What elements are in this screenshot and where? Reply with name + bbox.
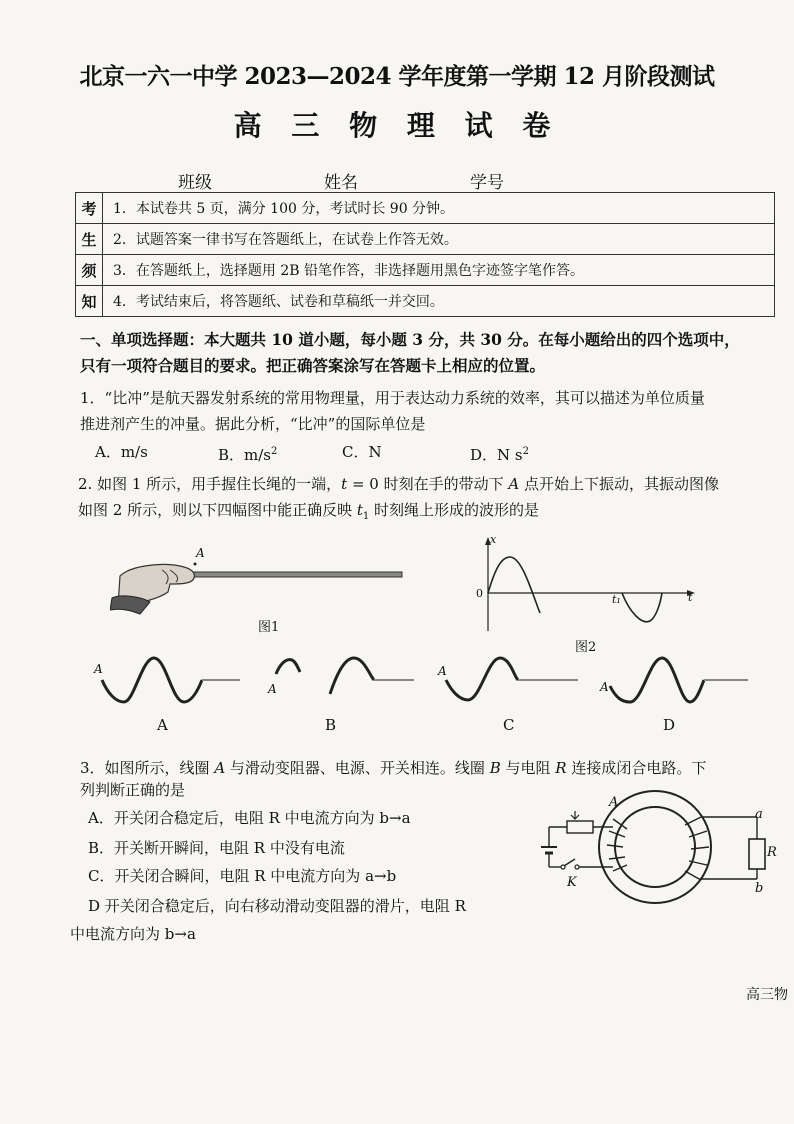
q1-option-b-sup: 2 <box>271 446 278 457</box>
q2-text-a: 2. 如图 1 所示，用手握住长绳的一端， <box>78 475 342 493</box>
notice-item: 2．试题答案一律书写在答题纸上，在试卷上作答无效。 <box>103 224 775 255</box>
figure1-hand-rope <box>110 548 410 618</box>
figure2-x-axis-label: x <box>490 533 497 546</box>
q3-text-b: 与滑动变阻器、电源、开关相连。线圈 <box>225 759 490 777</box>
q3-var-B: B <box>489 759 501 777</box>
notice-item: 3．在答题纸上，选择题用 2B 铅笔作答，非选择题用黑色字迹签字笔作答。 <box>103 255 775 286</box>
name-label: 姓名 <box>324 173 358 193</box>
figure2-caption: 图2 <box>575 640 597 655</box>
wave-option-d <box>600 650 750 710</box>
q3-option-d-line1: D 开关闭合稳定后，向右移动滑动变阻器的滑片，电阻 R <box>88 897 466 915</box>
wave-a-point-label: A <box>94 662 103 676</box>
notice-head-char: 知 <box>76 286 103 317</box>
exam-notice-table <box>75 192 775 317</box>
circuit-node-a-label: a <box>755 807 763 822</box>
section1-heading-line1: 一、单项选择题：本大题共 10 道小题，每小题 3 分，共 30 分。在每小题给出的四个选项中， <box>80 330 740 349</box>
figure1-point-a-label: A <box>196 546 205 560</box>
wave-label-a: A <box>157 716 168 734</box>
wave-c-point-label: A <box>438 664 447 678</box>
q3-stem-line2: 列判断正确的是 <box>80 781 186 799</box>
q1-stem-line2: 推进剂产生的冲量。据此分析，“比冲”的国际单位是 <box>80 415 426 433</box>
q1-option-d <box>470 440 529 467</box>
name-field <box>358 174 470 193</box>
circuit-coil-a-label: A <box>609 795 619 810</box>
notice-item: 1．本试卷共 5 页，满分 100 分，考试时长 90 分钟。 <box>103 193 775 224</box>
wave-option-b <box>266 650 416 710</box>
wave-label-b: B <box>325 716 337 734</box>
exam-subject-title: 高 三 物 理 试 卷 <box>233 109 561 142</box>
q1-option-c: C．N <box>342 443 382 461</box>
figure1-caption: 图1 <box>258 620 280 635</box>
wave-b-point-label: A <box>268 682 277 696</box>
q3-option-b: B．开关断开瞬间，电阻 R 中没有电流 <box>88 839 345 857</box>
q3-stem-line1 <box>80 756 706 780</box>
q3-var-R: R <box>555 759 567 777</box>
q2-text-c: 点开始上下振动，其振动图像 <box>519 475 720 493</box>
q1-stem-line1: 1．“比冲”是航天器发射系统的常用物理量，用于表达动力系统的效率，其可以描述为单位质量 <box>80 389 705 407</box>
id-label: 学号 <box>470 173 504 193</box>
wave-option-a <box>92 650 242 710</box>
q3-text-a: 3．如图所示，线圈 <box>80 759 215 777</box>
q2-var-t1: t <box>356 501 363 519</box>
figure2-t-axis-label: t <box>688 591 693 604</box>
q3-option-a: A．开关闭合稳定后，电阻 R 中电流方向为 b→a <box>88 809 411 827</box>
q2-var-t: t <box>341 475 348 493</box>
q3-var-A: A <box>214 759 226 777</box>
id-field <box>504 174 612 193</box>
q3-circuit-diagram <box>535 785 775 910</box>
circuit-resistor-r-label: R <box>767 845 777 860</box>
q2-stem-line2 <box>78 498 539 529</box>
q3-option-d-line2: 中电流方向为 b→a <box>70 925 196 943</box>
class-label: 班级 <box>178 173 212 193</box>
q2-stem-line1 <box>78 472 719 496</box>
exam-header-title: 北京一六一中学 2023—2024 学年度第一学期 12 月阶段测试 <box>79 63 715 90</box>
figure2-vibration-graph <box>470 535 700 635</box>
circuit-node-b-label: b <box>755 881 764 896</box>
q3-text-c: 与电阻 <box>500 759 556 777</box>
student-info-row <box>178 168 612 193</box>
q2-var-t1-sub: 1 <box>362 511 370 522</box>
q1-option-d-text: D．N s <box>470 446 523 464</box>
notice-head-char: 考 <box>76 193 103 224</box>
q1-option-a: A．m/s <box>95 443 148 461</box>
figure2-t1-label: t₁ <box>612 593 621 606</box>
figure2-origin-label: 0 <box>476 587 483 600</box>
q3-option-c: C．开关闭合瞬间，电阻 R 中电流方向为 a→b <box>88 867 397 885</box>
q2-text-d: 如图 2 所示，则以下四幅图中能正确反映 <box>78 501 357 519</box>
notice-head-char: 须 <box>76 255 103 286</box>
circuit-switch-k-label: K <box>567 875 577 890</box>
q1-option-b <box>218 440 277 467</box>
q2-text-e: 时刻绳上形成的波形的是 <box>369 501 540 519</box>
notice-item: 4．考试结束后，将答题纸、试卷和草稿纸一并交回。 <box>103 286 775 317</box>
q1-option-b-text: B．m/s <box>218 446 271 464</box>
q2-text-b: = 0 时刻在手的带动下 <box>347 475 509 493</box>
wave-label-c: C <box>503 716 515 734</box>
notice-head-char: 生 <box>76 224 103 255</box>
page-footer-text: 高三物 <box>746 987 788 1003</box>
wave-option-c <box>438 650 588 710</box>
class-field <box>212 174 324 193</box>
q2-var-A: A <box>508 475 520 493</box>
wave-d-point-label: A <box>600 680 609 694</box>
q1-option-d-sup: 2 <box>522 446 529 457</box>
section1-heading-line2: 只有一项符合题目的要求。把正确答案涂写在答题卡上相应的位置。 <box>80 356 546 375</box>
q3-text-d: 连接成闭合电路。下 <box>566 759 707 777</box>
wave-label-d: D <box>663 716 676 734</box>
